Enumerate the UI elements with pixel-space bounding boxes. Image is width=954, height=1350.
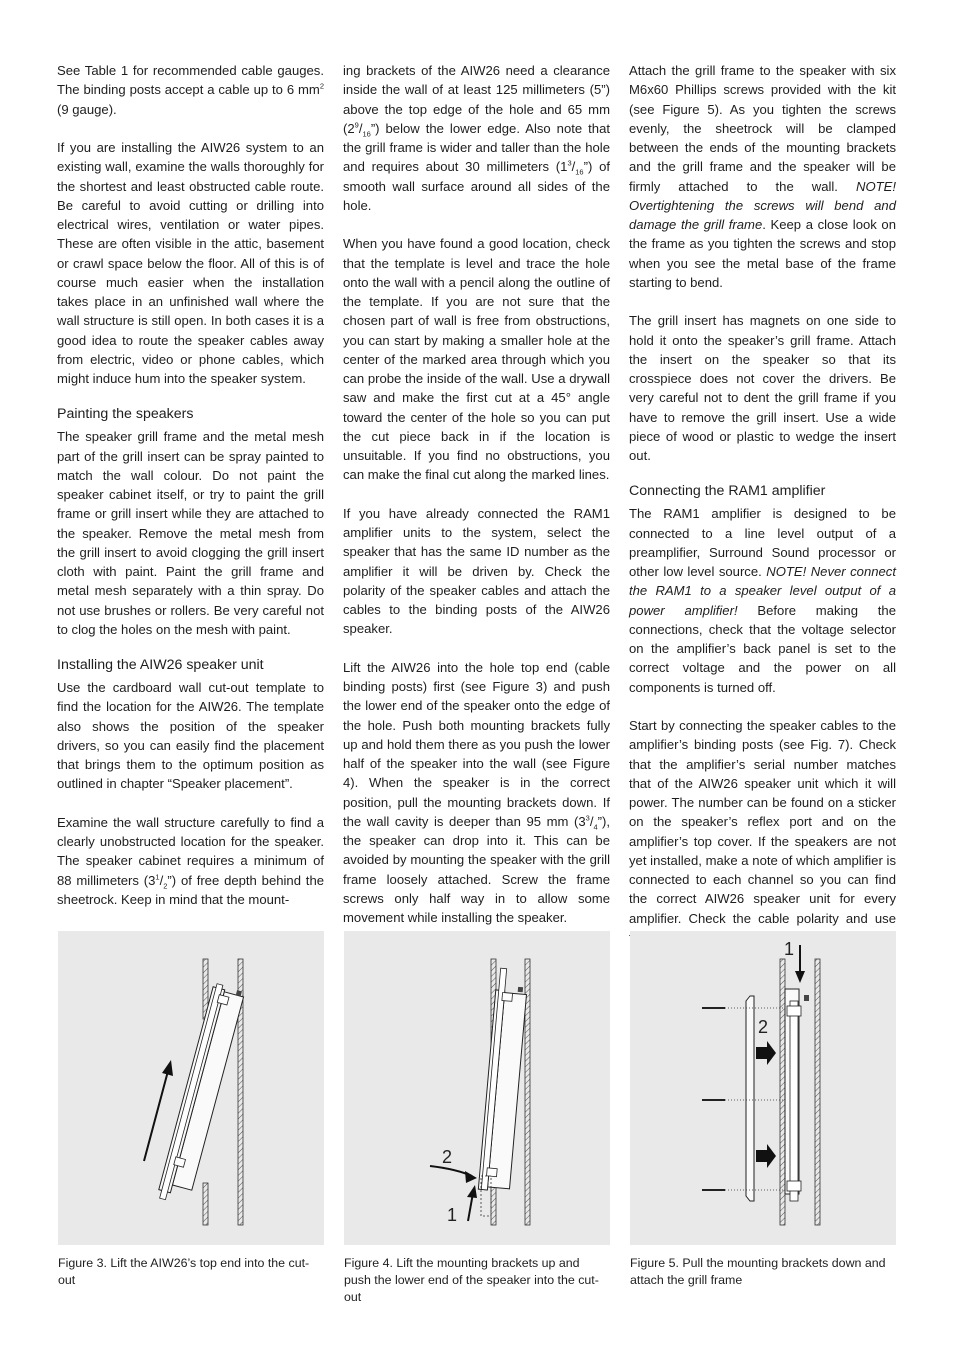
figure-3-illustration — [58, 931, 324, 1245]
paragraph-location: When you have found a good location, check that the template is level and trace the hole onto the wall with a pencil along the outline of the template. If you are not sure that the chosen part of wall is free from obstructions, you can start by making a smaller hole at the center of the marked area through which you can probe the inside of the wall. Use a drywall saw and make the first cut at a 45° angle toward the center of the hole so you can put the cut piece back in if the location is unsuitable. If you find no obstructions, you can make the final cut along the marked lines. — [343, 236, 610, 483]
text-column-3 — [629, 61, 896, 947]
paragraph-lift-speaker: Lift the AIW26 into the hole top end (cable binding posts) first (see Figure 3) and push the lower end of the speaker onto the edge of the hole. Push both mounting brackets fully up and hold them there as you push the lower half of the speaker into the wall (see Figure 4). When the speaker is in the correct position, pull the mounting brackets down. If the wall cavity is deeper than 95 mm $(3^3/_4”)$, the speaker can drop into it. This can be avoided by mounting the speaker with the grill frame loosely attached. Screw the frame screws only half way in to allow some movement while installing the speaker. — [343, 659, 610, 925]
step-label-1: 1 — [784, 939, 795, 959]
arrow-head-icon — [162, 1060, 173, 1076]
figure-4-illustration — [344, 931, 610, 1245]
text-column-1 — [57, 61, 324, 909]
heading-painting: Painting the speakers — [57, 406, 194, 423]
paragraph-amplifier-id: If you have already connected the RAM1 amplifier units to the system, select the speaker that has the same ID number as the amplifier it will be driven by. Check the polarity of the speaker cables and attach the cables to the binding posts of the AIW26 speaker. — [343, 505, 610, 637]
figure-5 — [630, 931, 896, 1245]
heading-connecting: Connecting the RAM1 amplifier — [629, 483, 826, 500]
speaker-cabinet — [157, 983, 245, 1206]
step-label-1: 1 — [447, 1205, 458, 1225]
figure-5-illustration — [630, 931, 896, 1245]
paragraph-ram1: The RAM1 amplifier is designed to be connected to a line level output of a preamplifier, Surround Sound processor or other low level source. NOTE! Never connect the RAM1 to a speaker level output of a power amplifier! Before making the connections, check that the voltage selector on the amplifier’s back panel is set to the correct voltage and the power on all components is turned off. — [629, 506, 897, 695]
heading-installing: Installing the AIW26 speaker unit — [57, 657, 264, 673]
paragraph-grill-frame: Attach the grill frame to the speaker with six M6x60 Phillips screws provided with the kit (see Figure 5). As you tighten the screws evenly, the sheetrock will be clamped between the ends of the mounting brackets and the grill frame and the speaker will be firmly attached to the wall. NOTE! Overtightening the screws will bend and damage the grill frame. Keep a close look on the frame as you tighten the screws and stop when you see the metal base of the frame starting to bend. — [629, 63, 896, 290]
paragraph-wall-structure: Examine the wall structure carefully to find a clearly unobstructed location for the speaker. The speaker cabinet requires a minimum of 88 millimeters $(3^1/_2”)$ of free depth behind the sheetrock. Keep in mind that the mount- — [57, 814, 325, 907]
arrow-head-icon — [467, 1185, 477, 1198]
paragraph-grill-insert: The grill insert has magnets on one side to hold it onto the speaker’s grill frame. Attach the insert on the speaker so that its crosspiece does not cover the drivers. Be very careful not to dent the grill frame if you have to remove the grill insert. Use a wide piece of wood or plastic to wedge the insert out. — [629, 313, 896, 463]
figure-5-caption: Figure 5. Pull the mounting brackets down and attach the grill frame — [630, 1256, 886, 1288]
step-label-2: 2 — [758, 1017, 769, 1037]
paragraph-clearance: ing brackets of the AIW26 need a clearance inside the wall of at least 125 millimeters (5”) above the top edge of the hole and 65 mm $(2^9/_{16}”)$ below the lower edge. Also note that the grill frame is wider and taller than the hole and requires about 30 millimeters $(1^3/_{16}”)$ of smooth wall surface around all sides of the hole. — [343, 63, 611, 213]
text-column-2 — [343, 61, 610, 927]
lift-arrow — [144, 1071, 168, 1161]
wall-lower-left — [203, 1183, 208, 1225]
arrow-head-icon — [795, 971, 805, 983]
paragraph-cable-gauges: See Table 1 for recommended cable gauges. The binding posts accept a cable up to 6 $mm^2$ (9 gauge). — [57, 63, 324, 117]
figure-3-caption: Figure 3. Lift the AIW26’s top end into the cut-out — [58, 1256, 310, 1288]
step-label-2: 2 — [442, 1147, 453, 1167]
paragraph-existing-wall: If you are installing the AIW26 system to an existing wall, examine the walls thoroughly for the shortest and least obstructed cable route. Be careful to avoid cutting or drilling into electrical wires, ventilation or water pipes. These are often visible in the attic, basement or crawl space below the floor. All of this is of course much easier when the installation takes place in an unfinished wall where the wall structure is still open. In both cases it is a good idea to route the speaker cables away from electric, video or phone cables, which might induce hum into the speaker system. — [57, 140, 324, 386]
mounting-bracket — [790, 1001, 798, 1201]
figure-3 — [58, 931, 324, 1245]
grill-frame — [746, 996, 754, 1201]
paragraph-template: Use the cardboard wall cut-out template to find the location for the AIW26. The template also shows the position of the speaker drivers, so you can easily find the placement that brings them to the optimum position as outlined in chapter “Speaker placement”. — [57, 680, 324, 792]
speaker-cabinet — [478, 968, 528, 1192]
arrow-head-icon — [465, 1171, 477, 1183]
wall-left — [780, 959, 785, 1225]
figure-4 — [344, 931, 610, 1245]
paragraph-painting: The speaker grill frame and the metal mesh part of the grill insert can be spray painted to match the wall colour. Do not paint the speaker cabinet itself, or try to paint the grill frame or grill insert while they are attached to the speaker. Remove the metal mesh from the grill insert to avoid clogging the grill insert cloth with paint. Paint the grill frame and metal mesh separately with a thin spray. Do not use brushes or rollers. Be very careful not to clog the holes on the mesh with paint. — [57, 429, 324, 637]
figure-4-caption: Figure 4. Lift the mounting brackets up and push the lower end of the speaker into the cut-out — [344, 1256, 599, 1305]
wall-right — [815, 959, 820, 1225]
push-arrow-icon — [756, 1041, 776, 1065]
paragraph-connect-cables: Start by connecting the speaker cables to the amplifier’s binding posts (see Fig. 7). Check that the amplifier’s serial number matches that of the AIW26 speaker unit which it will power. The number can be found on a sticker on the speaker’s reflex port and on the amplifier’s top cover. If the speakers are not yet installed, make a note of which amplifier is connected to each channel so you can find the correct AIW26 speaker unit for every amplifier. Check the cable polarity and use — [629, 718, 896, 926]
push-arrow-icon — [756, 1144, 776, 1168]
